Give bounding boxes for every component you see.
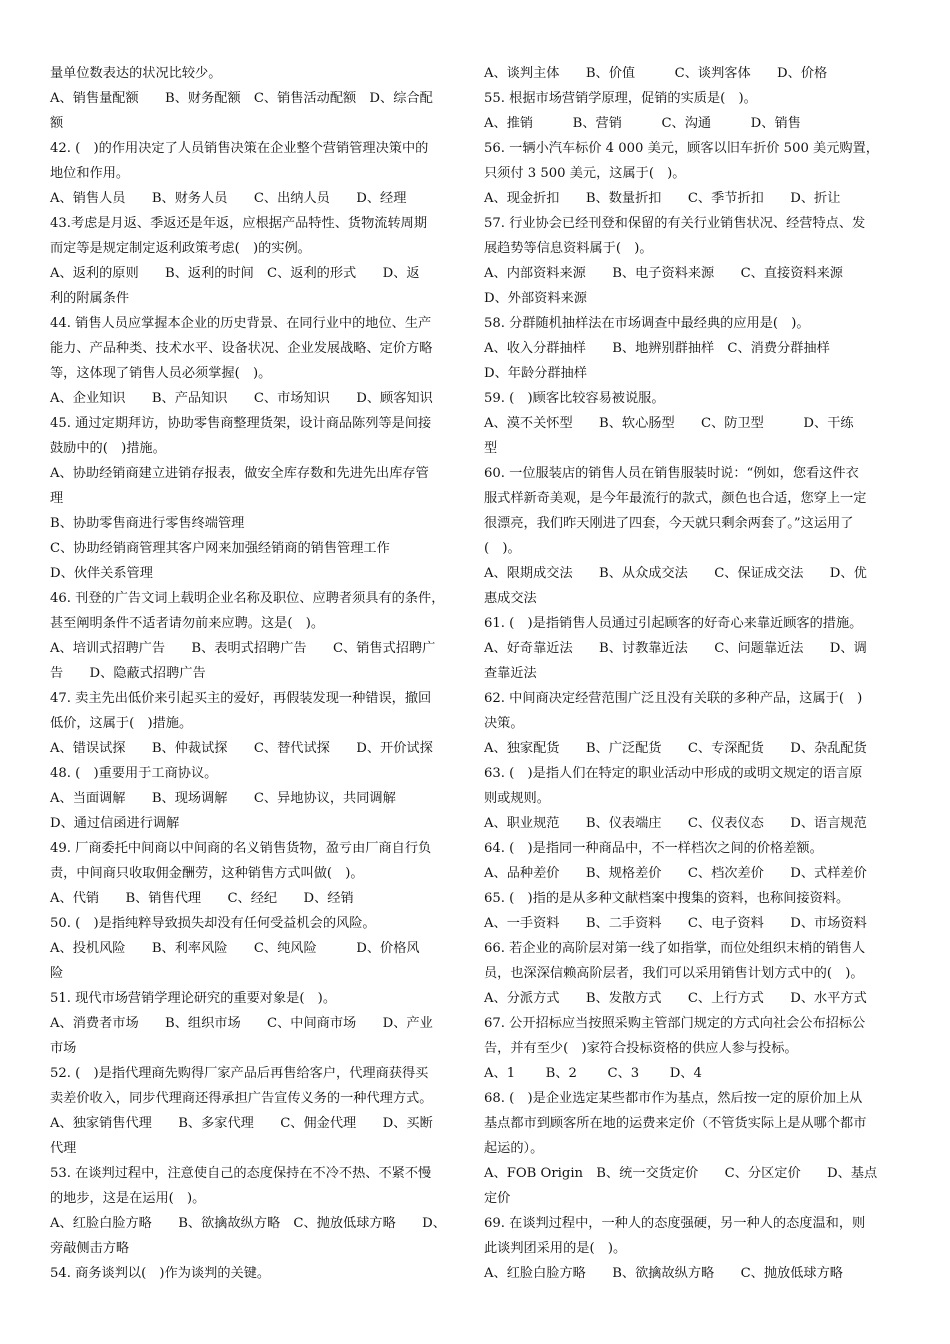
right-text-line: 起运的）。 [484, 1141, 544, 1156]
left-text-line: A、红脸白脸方略 B、欲擒故纵方略 C、抛放低球方略 D、 [50, 1216, 446, 1231]
left-text-line: A、错误试探 B、仲裁试探 C、替代试探 D、开价试探 [50, 741, 433, 756]
left-text-line: 的地步，这是在运用( )。 [50, 1191, 206, 1206]
left-text-line: 49. 厂商委托中间商以中间商的名义销售货物，盈亏由厂商自行负 [50, 841, 432, 856]
right-text-line: A、推销 B、营销 C、沟通 D、销售 [484, 116, 801, 131]
left-text-line: 能力、产品种类、技术水平、设备状况、企业发展战略、定价方略 [50, 341, 433, 356]
left-text-line: D、通过信函进行调解 [50, 816, 180, 831]
right-text-line: A、收入分群抽样 B、地辨别群抽样 C、消费分群抽样 [484, 341, 830, 356]
left-text-line: 卖差价收入，同步代理商还得承担广告宣传义务的一种代理方式。 [50, 1091, 433, 1106]
left-text-line: 44. 销售人员应掌握本企业的历史背景、在同行业中的地位、生产 [50, 316, 432, 331]
right-text-line: 63. ( )是指人们在特定的职业活动中形成的或明文规定的语言原 [484, 766, 863, 781]
left-text-line: C、协助经销商管理其客户网来加强经销商的销售管理工作 [50, 541, 390, 556]
right-text-line: 68. ( )是企业选定某些都市作为基点，然后按一定的原价加上从 [484, 1091, 863, 1106]
right-text-line: 61. ( )是指销售人员通过引起顾客的好奇心来靠近顾客的措施。 [484, 616, 863, 631]
right-text-line: D、外部资料来源 [484, 291, 587, 306]
left-text-line: 42. ( )的作用决定了人员销售决策在企业整个营销管理决策中的 [50, 141, 429, 156]
left-text-line: D、伙伴关系管理 [50, 566, 153, 581]
right-text-line: 此谈判团采用的是( )。 [484, 1241, 627, 1256]
left-text-line: 旁敲侧击方略 [50, 1241, 130, 1256]
left-text-line: 52. ( )是指代理商先购得厂家产品后再售给客户，代理商获得买 [50, 1066, 429, 1081]
right-text-line: 62. 中间商决定经营范围广泛且没有关联的多种产品，这属于( ) [484, 691, 863, 706]
right-text-line: 展趋势等信息资料属于( )。 [484, 241, 653, 256]
left-text-line: 47. 卖主先出低价来引起买主的爱好，再假装发现一种错误，撤回 [50, 691, 432, 706]
left-text-line: 而定等是规定制定返利政策考虑( )的实例。 [50, 241, 311, 256]
left-text-line: 量单位数表达的状况比较少。 [50, 66, 222, 81]
right-text-line: 65. ( )指的是从多种文献档案中搜集的资料，也称间接资料。 [484, 891, 850, 906]
right-text-line: 很漂亮，我们昨天刚进了四套，今天就只剩余两套了。”这运用了 [484, 516, 854, 531]
right-text-line: 57. 行业协会已经刊登和保留的有关行业销售状况、经营特点、发 [484, 216, 866, 231]
right-text-line: D、年龄分群抽样 [484, 366, 587, 381]
right-text-line: 服式样新奇美观，是今年最流行的款式，颜色也合适，您穿上一定 [484, 491, 867, 506]
right-text-line: 定价 [484, 1191, 511, 1206]
left-text-line: A、返利的原则 B、返利的时间 C、返利的形式 D、返 [50, 266, 420, 281]
left-text-line: 利的附属条件 [50, 291, 130, 306]
left-text-line: 51. 现代市场营销学理论研究的重要对象是( )。 [50, 991, 337, 1006]
left-text-line: 54. 商务谈判以( )作为谈判的关键。 [50, 1266, 271, 1281]
left-text-line: 低价，这属于( )措施。 [50, 716, 193, 731]
left-text-line: A、消费者市场 B、组织市场 C、中间商市场 D、产业 [50, 1016, 433, 1031]
right-text-line: A、FOB Origin B、统一交货定价 C、分区定价 D、基点 [484, 1166, 878, 1181]
left-text-line: A、代销 B、销售代理 C、经纪 D、经销 [50, 891, 354, 906]
right-text-line: A、职业规范 B、仪表端庄 C、仪表仪态 D、语言规范 [484, 816, 867, 831]
left-text-line: A、投机风险 B、利率风险 C、纯风险 D、价格风 [50, 941, 420, 956]
left-text-line: A、培训式招聘广告 B、表明式招聘广告 C、销售式招聘广 [50, 641, 436, 656]
left-text-line: 地位和作用。 [50, 166, 130, 181]
left-text-line: 53. 在谈判过程中，注意使自己的态度保持在不冷不热、不紧不慢 [50, 1166, 432, 1181]
right-text-line: A、分派方式 B、发散方式 C、上行方式 D、水平方式 [484, 991, 867, 1006]
right-text-line: A、独家配货 B、广泛配货 C、专深配货 D、杂乱配货 [484, 741, 867, 756]
left-text-line: A、销售人员 B、财务人员 C、出纳人员 D、经理 [50, 191, 407, 206]
left-text-line: 甚至阐明条件不适者请勿前来应聘。这是( )。 [50, 616, 325, 631]
right-text-line: A、红脸白脸方略 B、欲擒故纵方略 C、抛放低球方略 [484, 1266, 843, 1281]
left-text-line: A、销售量配额 B、财务配额 C、销售活动配额 D、综合配 [50, 91, 433, 106]
left-text-line: 额 [50, 116, 64, 131]
left-text-line: 告 D、隐蔽式招聘广告 [50, 666, 206, 681]
right-text-line: 型 [484, 441, 498, 456]
right-text-line: 56. 一辆小汽车标价 4 000 美元，顾客以旧车折价 500 美元购置， [484, 141, 879, 156]
right-text-line: 基点都市到顾客所在地的运费来定价（不管货实际上是从哪个都市 [484, 1116, 867, 1131]
right-text-line: A、谈判主体 B、价值 C、谈判客体 D、价格 [484, 66, 828, 81]
left-text-line: A、独家销售代理 B、多家代理 C、佣金代理 D、买断 [50, 1116, 433, 1131]
right-text-line: 60. 一位服装店的销售人员在销售服装时说：“例如，您看这件衣 [484, 466, 859, 481]
right-text-line: ( )。 [484, 541, 521, 556]
right-text-line: 64. ( )是指同一种商品中，不一样档次之间的价格差额。 [484, 841, 823, 856]
right-text-line: A、一手资料 B、二手资料 C、电子资料 D、市场资料 [484, 916, 867, 931]
right-text-line: A、品种差价 B、规格差价 C、档次差价 D、式样差价 [484, 866, 867, 881]
right-text-line: 59. ( )顾客比较容易被说服。 [484, 391, 665, 406]
left-text-line: 46. 刊登的广告文词上载明企业名称及职位、应聘者须具有的条件， [50, 591, 445, 606]
left-text-line: 代理 [50, 1141, 77, 1156]
right-text-line: A、限期成交法 B、从众成交法 C、保证成交法 D、优 [484, 566, 867, 581]
right-text-line: A、内部资料来源 B、电子资料来源 C、直接资料来源 [484, 266, 843, 281]
left-text-line: B、协助零售商进行零售终端管理 [50, 516, 245, 531]
right-text-line: 67. 公开招标应当按照采购主管部门规定的方式向社会公布招标公 [484, 1016, 866, 1031]
left-text-line: A、企业知识 B、产品知识 C、市场知识 D、顾客知识 [50, 391, 433, 406]
left-text-line: 理 [50, 491, 64, 506]
left-text-line: 险 [50, 966, 64, 981]
right-text-line: 员，也深深信赖高阶层者，我们可以采用销售计划方式中的( )。 [484, 966, 864, 981]
left-text-line: A、协助经销商建立进销存报表，做安全库存数和先进先出库存管 [50, 466, 429, 481]
right-text-line: A、现金折扣 B、数量折扣 C、季节折扣 D、折让 [484, 191, 841, 206]
left-text-line: 43.考虑是月返、季返还是年返，应根据产品特性、货物流转周期 [50, 216, 428, 231]
right-text-line: A、漠不关怀型 B、软心肠型 C、防卫型 D、干练 [484, 416, 854, 431]
right-text-line: 则或规则。 [484, 791, 550, 806]
left-text-line: A、当面调解 B、现场调解 C、异地协议，共同调解 [50, 791, 396, 806]
right-text-line: 66. 若企业的高阶层对第一线了如指掌，而位处组织末梢的销售人 [484, 941, 866, 956]
right-text-line: 58. 分群随机抽样法在市场调查中最经典的应用是( )。 [484, 316, 810, 331]
right-text-line: 查靠近法 [484, 666, 537, 681]
right-text-line: A、1 B、2 C、3 D、4 [484, 1066, 702, 1081]
right-column [484, 61, 902, 1286]
right-text-line: 决策。 [484, 716, 524, 731]
left-text-line: 45. 通过定期拜访，协助零售商整理货架，设计商品陈列等是间接 [50, 416, 432, 431]
left-text-line: 鼓励中的( )措施。 [50, 441, 166, 456]
left-text-line: 48. ( )重要用于工商协议。 [50, 766, 218, 781]
left-text-line: 责，中间商只收取佣金酬劳，这种销售方式叫做( )。 [50, 866, 364, 881]
left-text-line: 市场 [50, 1041, 77, 1056]
right-text-line: 惠成交法 [484, 591, 537, 606]
right-text-line: A、好奇靠近法 B、讨教靠近法 C、问题靠近法 D、调 [484, 641, 867, 656]
left-text-line: 等，这体现了销售人员必须掌握( )。 [50, 366, 272, 381]
left-column [50, 61, 474, 1286]
left-text-line: 50. ( )是指纯粹导致损失却没有任何受益机会的风险。 [50, 916, 376, 931]
right-text-line: 只须付 3 500 美元，这属于( )。 [484, 166, 686, 181]
right-text-line: 69. 在谈判过程中，一种人的态度强硬，另一种人的态度温和，则 [484, 1216, 866, 1231]
right-text-line: 告，并有至少( )家符合投标资格的供应人参与投标。 [484, 1041, 798, 1056]
right-text-line: 55. 根据市场营销学原理，促销的实质是( )。 [484, 91, 757, 106]
